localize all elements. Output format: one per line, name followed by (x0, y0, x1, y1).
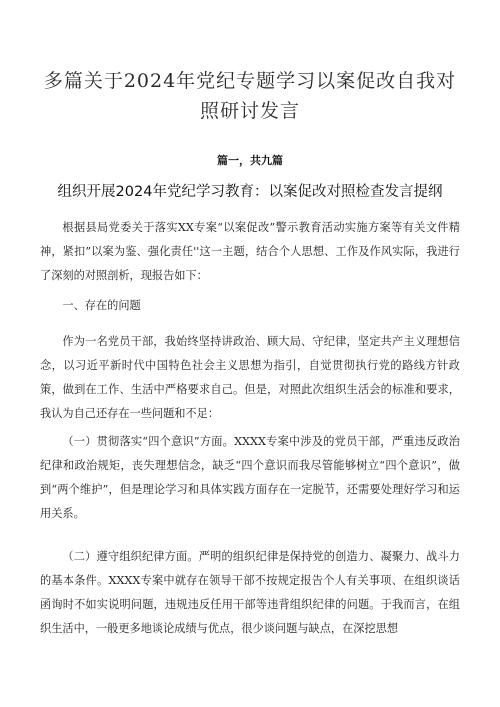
intro-paragraph: 根据县局党委关于落实XX专案“以案促改”警示教育活动实施方案等有关文件精神，紧扣”以案为鉴、强化责任''这一主题，结合个人思想、工作及作风实际，我进行了深刻的对照剖析，现报告如下： (40, 221, 460, 282)
item-1-paragraph: （一）贯彻落实“四个意识”方面。XXXX专案中涉及的党员干部，严重违反政治纪律和政治规矩，丧失理想信念，缺乏“四个意识而我尽管能够树立“四个意识”，做到“两个维护”，但是理论学习和具体实践方面存在一定脱节，还需要处理好学习和运用关系。 (40, 435, 460, 520)
issues-heading: 一、存在的问题 (62, 299, 141, 312)
document-title: 多篇关于2024年党纪专题学习以案促改自我对照研讨发言 (43, 70, 457, 122)
document-subtitle: 组织开展2024年党纪学习教育：以案促改对照检查发言提纲 (57, 184, 443, 200)
self-assessment-paragraph: 作为一名党员干部，我始终坚持讲政治、顾大局、守纪律，坚定共产主义理想信念，以习近平新时代中国特色社会主义思想为指引，自觉贯彻执行党的路线方针政策，做到在工作、生活中严格要求自己。但是，对照此次组织生活会的标准和要求，我认为自己还存在一些问题和不足： (40, 335, 460, 420)
section-label: 篇一，共九篇 (217, 154, 283, 167)
item-2-paragraph: （二）遵守组织纪律方面。严明的组织纪律是保持党的创造力、凝聚力、战斗力的基本条件。XXXX专案中就存在领导干部不按规定报告个人有关事项、在组织谈话函询时不如实说明问题，违规违反任用干部等违背组织纪律的问题。于我而言，在组织生活中，一般更多地谈论成绩与优点，很少谈问题与缺点，在深挖思想 (40, 550, 460, 635)
